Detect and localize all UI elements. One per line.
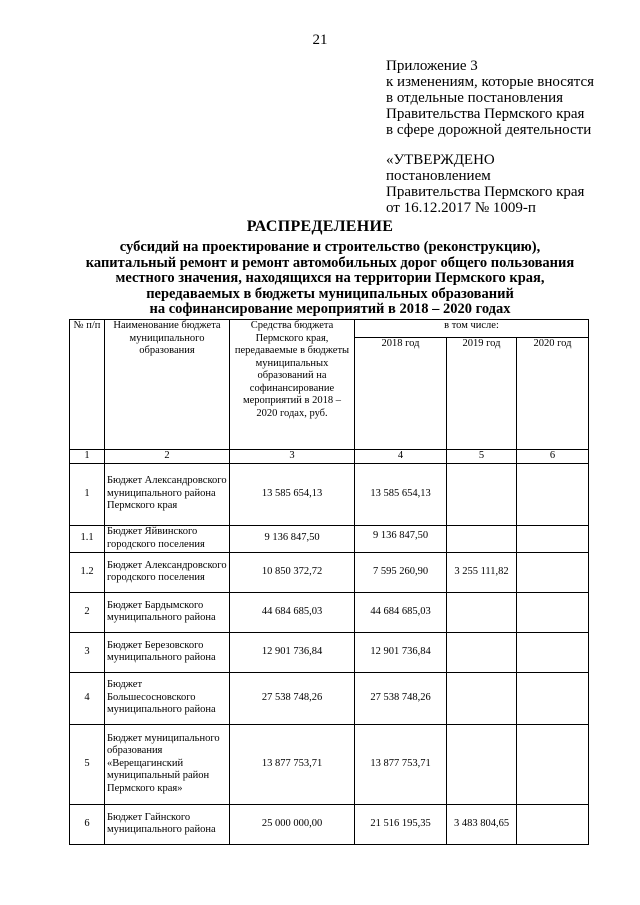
appendix-block [386,58,594,138]
row-total: 10 850 372,72 [230,552,355,592]
row-2019 [447,724,517,804]
subtitle-line: субсидий на проектирование и строительство (реконструкцию), [119,239,541,255]
row-2019: 3 483 804,65 [447,804,517,844]
row-number: 3 [70,632,105,672]
row-name: Бюджет Большесосновского муниципального района [105,672,230,724]
row-name: Бюджет Александровского муниципального района Пермского края [105,463,230,525]
header-including: в том числе: [355,320,589,338]
row-number: 6 [70,804,105,844]
row-total: 9 136 847,50 [230,525,355,552]
column-number: 1 [70,450,105,464]
table-row [70,804,589,844]
approval-block [386,152,584,216]
column-number: 3 [230,450,355,464]
row-name: Бюджет Александровского городского поселения [105,552,230,592]
row-2018: 27 538 748,26 [355,672,447,724]
table-row [70,724,589,804]
row-total: 27 538 748,26 [230,672,355,724]
row-total: 44 684 685,03 [230,592,355,632]
row-2018: 7 595 260,90 [355,552,447,592]
row-name: Бюджет Яйвинского городского поселения [105,525,230,552]
document-subtitle [60,240,600,318]
column-number-row [70,450,589,464]
column-number: 6 [517,450,589,464]
row-number: 4 [70,672,105,724]
table-row [70,525,589,552]
header-2019: 2019 год [447,338,517,450]
document-title: РАСПРЕДЕЛЕНИЕ [246,218,394,235]
row-2019 [447,463,517,525]
row-total: 13 585 654,13 [230,463,355,525]
row-number: 1 [70,463,105,525]
row-2019 [447,672,517,724]
row-name: Бюджет Бардымского муниципального района [105,592,230,632]
row-number: 1.2 [70,552,105,592]
row-2018: 21 516 195,35 [355,804,447,844]
header-2018: 2018 год [355,338,447,450]
approval-line: «УТВЕРЖДЕНО [386,152,495,168]
column-number: 4 [355,450,447,464]
approval-line: Правительства Пермского края [386,184,585,200]
row-2020 [517,592,589,632]
table-row [70,552,589,592]
row-2018: 9 136 847,50 [355,525,447,552]
page-number: 21 [312,32,328,48]
row-2020 [517,632,589,672]
subtitle-line: передаваемых в бюджеты муниципальных образований [146,285,514,302]
distribution-table [69,319,589,845]
appendix-line: в сфере дорожной деятельности [386,122,592,138]
row-2018: 13 585 654,13 [355,463,447,525]
appendix-line: в отдельные постановления [386,90,564,106]
table-row [70,672,589,724]
row-2020 [517,724,589,804]
header-2020: 2020 год [517,338,589,450]
row-2020 [517,552,589,592]
row-name: Бюджет Березовского муниципального района [105,632,230,672]
row-2020 [517,463,589,525]
subtitle-line: на софинансирование мероприятий в 2018 – 2020 годах [149,301,511,317]
row-2019 [447,592,517,632]
row-2020 [517,525,589,552]
row-total: 12 901 736,84 [230,632,355,672]
subtitle-line: капитальный ремонт и ремонт автомобильных дорог общего пользования [85,254,575,271]
row-name: Бюджет муниципального образования «Верещагинский муниципальный район Пермского края» [105,724,230,804]
column-number: 5 [447,450,517,464]
row-2018: 13 877 753,71 [355,724,447,804]
table-row [70,463,589,525]
row-number: 2 [70,592,105,632]
row-2019 [447,632,517,672]
header-total: Средства бюджета Пермского края, передаваемые в бюджеты муниципальных образований на софинансирование мероприятий в 2018 – 2020 годах, руб. [230,320,355,450]
subtitle-line: местного значения, находящихся на территории Пермского края, [115,270,545,286]
row-2019 [447,525,517,552]
row-2020 [517,804,589,844]
row-name: Бюджет Гайнского муниципального района [105,804,230,844]
approval-line: от 16.12.2017 № 1009-п [386,200,536,216]
row-total: 25 000 000,00 [230,804,355,844]
row-2020 [517,672,589,724]
row-total: 13 877 753,71 [230,724,355,804]
appendix-line: к изменениям, которые вносятся [386,74,595,90]
row-2018: 44 684 685,03 [355,592,447,632]
appendix-line: Правительства Пермского края [386,106,585,122]
appendix-line: Приложение 3 [386,58,478,74]
header-name: Наименование бюджета муниципального образования [105,320,230,450]
row-2018: 12 901 736,84 [355,632,447,672]
approval-line: постановлением [386,168,491,184]
header-num: № п/п [70,320,105,450]
table-row [70,592,589,632]
row-number: 1.1 [70,525,105,552]
row-number: 5 [70,724,105,804]
row-2019: 3 255 111,82 [447,552,517,592]
column-number: 2 [105,450,230,464]
table-row [70,632,589,672]
